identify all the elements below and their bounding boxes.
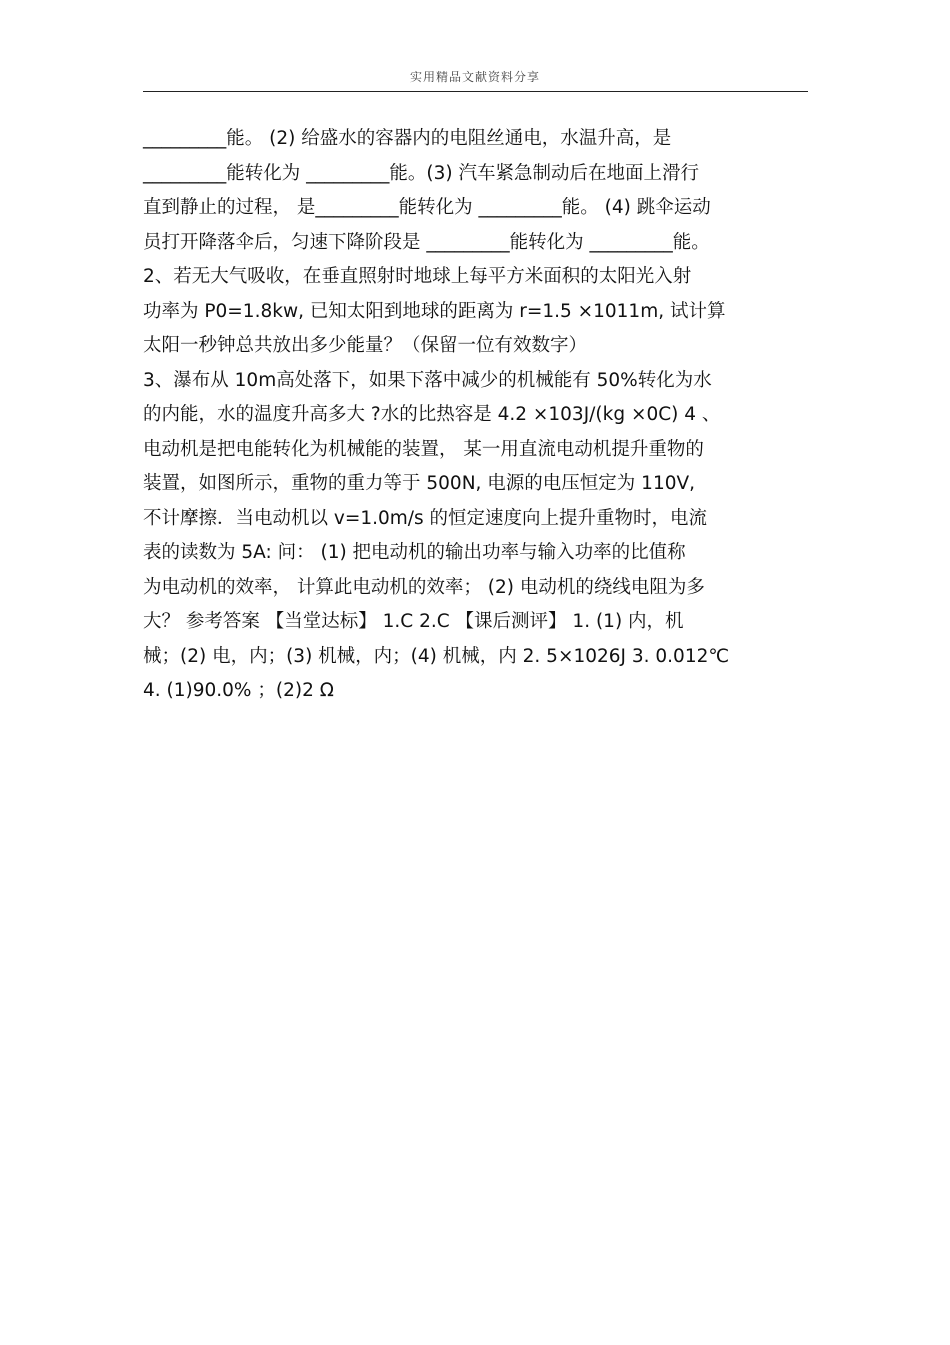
text-line: 表的读数为 5A: 问： (1) 把电动机的输出功率与输入功率的比值称 — [143, 542, 686, 563]
question-2-line: 2、若无大气吸收，在垂直照射时地球上每平方米面积的太阳光入射 — [143, 266, 692, 287]
text-line: 电动机是把电能转化为机械能的装置， 某一用直流电动机提升重物的 — [143, 438, 704, 460]
text-line: 功率为 P0=1.8kw, 已知太阳到地球的距离为 r=1.5 ×1011m, 试计算 — [143, 300, 726, 322]
answers-line: 4. (1)90.0% ；(2)2 Ω — [143, 680, 334, 701]
page-header: 实用精品文献资料分享 — [409, 70, 540, 84]
answers-line: 大？ 参考答案 【当堂达标】 1.C 2.C 【课后测评】 1. (1) 内，机 — [143, 611, 684, 632]
text-line: 装置，如图所示，重物的重力等于 500N, 电源的电压恒定为 110V, — [143, 473, 696, 494]
text-line: _________能。 (2) 给盛水的容器内的电阻丝通电，水温升高，是 — [143, 128, 672, 149]
text-line: 直到静止的过程， 是_________能转化为 _________能。 (4) 跳伞运动 — [143, 197, 711, 218]
text-line: _________能转化为 _________能。(3) 汽车紧急制动后在地面上滑行 — [143, 162, 699, 184]
document-body — [143, 122, 808, 709]
answers-line: 械；(2) 电，内；(3) 机械，内；(4) 机械，内 2. 5×1026J 3. 0.012℃ — [143, 645, 730, 667]
text-line: 不计摩擦．当电动机以 v=1.0m/s 的恒定速度向上提升重物时，电流 — [143, 507, 708, 529]
text-line: 的内能，水的温度升高多大 ?水的比热容是 4.2 ×103J/(kg ×0C) 4 、 — [143, 404, 721, 425]
text-line: 员打开降落伞后，匀速下降阶段是 _________能转化为 _________能。 — [143, 231, 710, 253]
header-divider — [143, 91, 808, 92]
text-line: 太阳一秒钟总共放出多少能量？（保留一位有效数字） — [143, 335, 588, 356]
question-3-line: 3、瀑布从 10m高处落下，如果下落中减少的机械能有 50%转化为水 — [143, 369, 712, 391]
text-line: 为电动机的效率， 计算此电动机的效率； (2) 电动机的绕线电阻为多 — [143, 576, 705, 598]
